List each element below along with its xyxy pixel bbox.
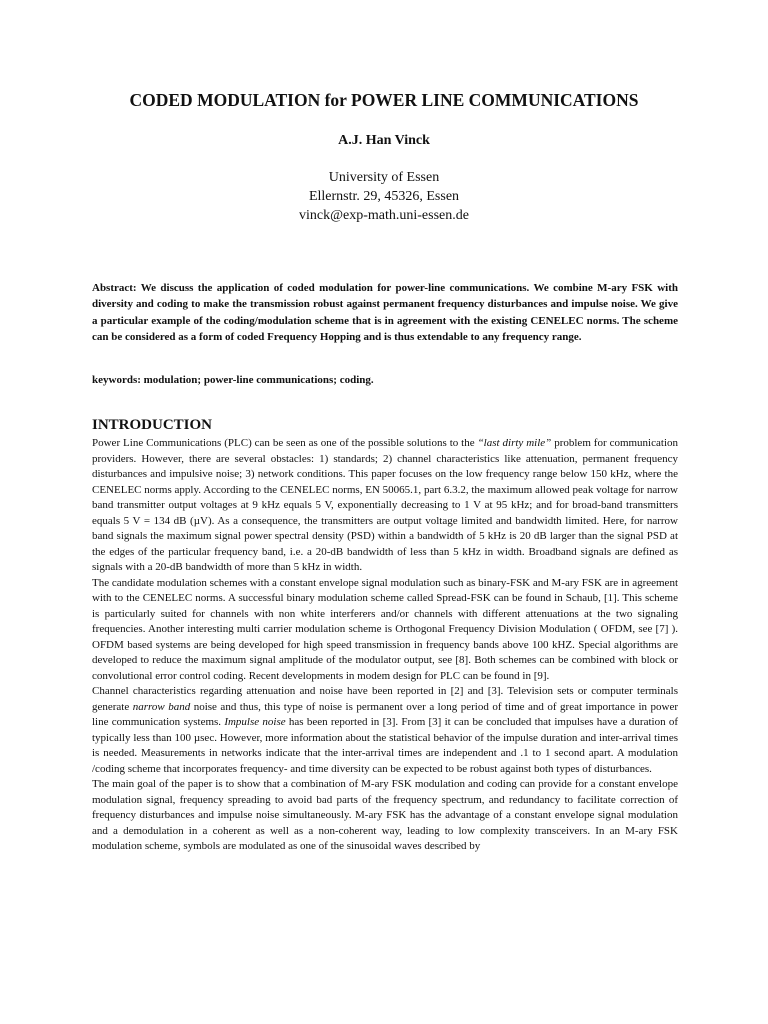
affiliation-university: University of Essen (328, 170, 440, 185)
affiliation-address: Ellernstr. 29, 45326, Essen (308, 189, 460, 204)
paragraph-1-text-a: Power Line Communications (PLC) can be seen as one of the possible solutions to the (92, 437, 478, 449)
section-heading-introduction: INTRODUCTION (92, 417, 213, 433)
paragraph-3-emphasis-narrow-band: narrow band (132, 700, 191, 713)
paper-title: CODED MODULATION for POWER LINE COMMUNICATIONS (129, 90, 639, 110)
paper-author: A.J. Han Vinck (338, 133, 430, 148)
paragraph-4: The main goal of the paper is to show that a combination of M-ary FSK modulation and coding can provide for a constant envelope modulation signal, frequency spreading to avoid bad parts of the frequency spectrum, and redundancy to facilitate correction of frequency disturbances and impulse noise simultaneously. M-ary FSK has the advantage of a constant envelope signal modulation and a demodulation in a coherent as well as a non-coherent way, leading to low complexity transceivers. In an M-ary FSK modulation scheme, symbols are modulated as one of the sinusoidal waves described by (92, 778, 678, 852)
paragraph-3-text-e: has been reported in [3]. From [3] it can be concluded that impulses have a duration of typically less than 100 µsec. However, more information about the statistical behavior of the impulse duration and inter-arrival times is needed. Measurements in networks indicate that the inter-arrival times are independent and .1 to 1 second apart. A modulation /coding scheme that incorporates frequency- and time diversity can be expected to be robust against both types of disturbances. (92, 716, 678, 775)
paragraph-1 (92, 436, 678, 576)
paragraph-3-text-a: Channel characteristics regarding attenuation and noise have been reported in [2] and [3]. Television sets or computer terminals generate (92, 685, 678, 713)
introduction-body (92, 436, 678, 855)
author-affiliation (0, 168, 768, 225)
abstract: Abstract: We discuss the application of coded modulation for power-line communications. We combine M-ary FSK with diversity and coding to make the transmission robust against permanent frequency disturbances and impulse noise. We give a particular example of the coding/modulation scheme that is in agreement with the existing CENELEC norms. The scheme can be considered as a form of coded Frequency Hopping and is thus extendable to any frequency range. (92, 282, 678, 344)
paragraph-3 (92, 684, 678, 777)
paragraph-1-text-c: problem for communication providers. However, there are several obstacles: 1) standards; 2) channel characteristics like attenuation, permanent frequency disturbances and impulsive noise; 3) network conditions. This paper focuses on the low frequency range below 150 kHz, where the CENELEC norms apply. According to the CENELEC norms, EN 50065.1, part 6.3.2, the maximum allowed peak voltage for narrow band transmitter output voltages at 9 kHz equals 5 V, exponentially decreasing to 1 V at 95 kHz; and for broad-band transmitters equals 5 V = 134 dB (µV). As a consequence, the transmitters are output voltage limited and bandwidth limited. Here, for narrow band signals the maximum signal power spectral density (PSD) within a bandwidth of 5 kHz is 20 dB larger than the signal PSD at the edges of the particular frequency band, i.e. a 20-dB bandwidth of less than 5 kHz in width. Broadband signals are defined as signals with a 20-dB bandwidth of more than 5 kHz in width. (92, 437, 678, 573)
paragraph-3-emphasis-impulse-noise: Impulse noise (224, 716, 286, 728)
keywords: keywords: modulation; power-line communications; coding. (92, 374, 374, 386)
paragraph-3-text-c: noise and thus, this type of noise is permanent over a long period of time and of great importance in power line communication systems. (92, 700, 679, 728)
paragraph-2: The candidate modulation schemes with a constant envelope signal modulation such as binary-FSK and M-ary FSK are in agreement with to the CENELEC norms. A successful binary modulation scheme called Spread-FSK can be found in Schaub, [1]. This scheme is particularly suited for channels with non white interferers and/or channels with different attenuations at the two signaling frequencies. Another interesting multi carrier modulation scheme is Orthogonal Frequency Division Modulation ( OFDM, see [7] ). OFDM based systems are being developed for high speed transmission in frequency bands above 100 kHZ. Special algorithms are developed to reduce the maximum signal amplitude of the modulator output, see [8]. Both schemes can be combined with block or convolutional error control coding. Recent developments in modem design for PLC can be found in [9]. (92, 576, 678, 682)
paragraph-1-emphasis: “last dirty mile” (477, 437, 552, 449)
affiliation-email: vinck@exp-math.uni-essen.de (299, 208, 469, 223)
